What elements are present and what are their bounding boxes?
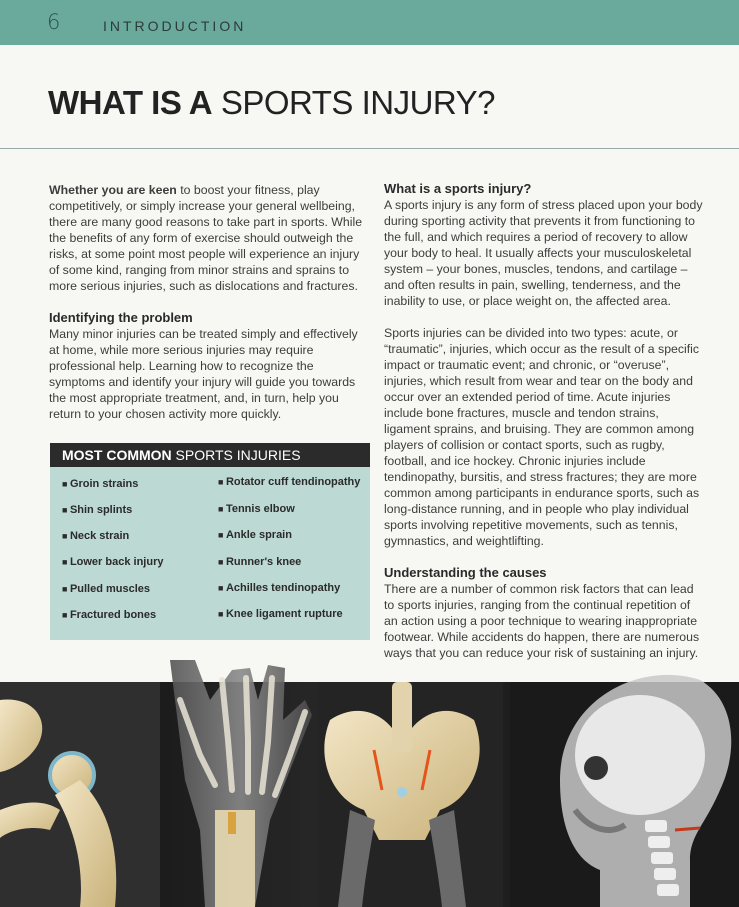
list-item: ■ Knee ligament rupture [218,608,343,620]
list-item: ■ Rotator cuff tendinopathy [218,476,360,488]
intro-lead: Whether you are keen [49,183,177,197]
list-item: ■ Shin splints [62,504,132,516]
page-number: 6 [47,10,61,34]
causes-text: There are a number of common risk factors that can lead to sports injuries, ranging from the continual repetition of an action using a poor technique to wearing inappropriate footwear. While accidents do happen, there are numerous ways that you can reduce your risk of sustaining an injury. [384,582,700,660]
list-item: ■ Lower back injury [62,556,163,568]
list-item: ■ Neck strain [62,530,129,542]
hip-joint-illustration [0,682,160,907]
box-title-light: SPORTS INJURIES [175,447,301,463]
identifying-heading: Identifying the problem [49,310,193,325]
list-item: ■ Runner's knee [218,556,301,568]
causes-heading: Understanding the causes [384,565,547,580]
list-item: ■ Ankle sprain [218,529,292,541]
box-title-bold: MOST COMMON [62,447,172,463]
common-injuries-box [50,443,370,640]
left-column [49,182,371,422]
intro-paragraph [49,182,371,294]
what-paragraph-1: A sports injury is any form of stress placed upon your body during sporting activity that prevents it from functioning to the full, and which requires a period of recovery to allow your body to heal. It usually affects your musculoskeletal system – your bones, muscles, tendons, and cartilage – and often results in pain, swelling, tenderness, and the inability to use, or place weight on, the affected area. [384,198,703,308]
list-item: ■ Achilles tendinopathy [218,582,340,594]
page-title [48,84,495,122]
pelvis-illustration [318,682,503,907]
box-title [50,443,370,467]
identifying-text: Many minor injuries can be treated simply and effectively at home, while more serious injuries may require professional help. Learning how to recognize the symptoms and identify your injury will guide you towards the most appropriate treatment, and, in turn, help you return to your chosen activity more quickly. [49,327,358,421]
title-divider [0,148,739,149]
list-item: ■ Groin strains [62,478,138,490]
section-label: INTRODUCTION [103,18,247,34]
neck-skull-illustration [510,675,739,907]
list-item: ■ Fractured bones [62,609,156,621]
intro-text: to boost your fitness, play competitively, or simply increase your general wellbeing, there are many good reasons to take part in sports. While the benefits of any form of exercise should outweigh the risks, at some point most people will experience an injury of some kind, ranging from minor strains and sprains to more serious injuries, such as dislocations and fractures. [49,183,363,293]
what-heading: What is a sports injury? [384,181,532,196]
title-light: SPORTS INJURY? [220,84,496,121]
right-column [384,181,704,661]
anatomy-illustration-strip [0,660,739,907]
what-paragraph-2: Sports injuries can be divided into two types: acute, or “traumatic”, injuries, which occur as the result of a specific impact or traumatic event; and chronic, or “overuse”, injuries, which result from wear and tear on the body and occur over an extended period of time. Acute injuries include bone fractures, muscle and tendon strains, ligament sprains, and bruising. They are common among players of collision or contact sports, such as rugby, football, and ice hockey. Chronic injuries include tendinopathy, bursitis, and stress fractures; they are more common among participants in endurance sports, such as long-distance running, and in people who play individual sports involving repetitive movements, such as tennis, gymnastics, and weightlifting. [384,326,700,548]
list-item: ■ Tennis elbow [218,503,295,515]
title-bold: WHAT IS A [48,84,213,121]
chapter-header-band [0,0,739,45]
list-item: ■ Pulled muscles [62,583,150,595]
